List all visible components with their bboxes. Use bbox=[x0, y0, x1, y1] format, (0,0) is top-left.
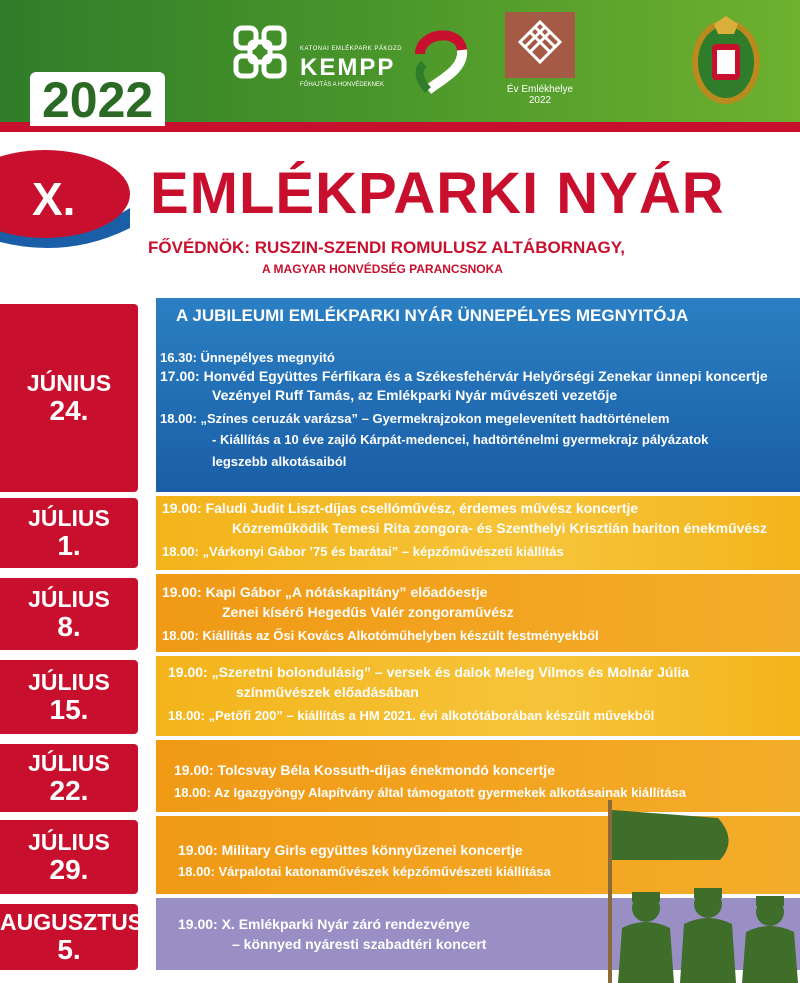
date-july-22 bbox=[0, 744, 138, 812]
event-line: Vezényel Ruff Tamás, az Emlékparki Nyár művészeti vezetője bbox=[212, 387, 618, 403]
date-month: JÚLIUS bbox=[28, 829, 110, 855]
kempp-small-text: KATONAI EMLÉKPARK PÁKOZD bbox=[300, 46, 403, 52]
event-line: legszebb alkotásaiból bbox=[212, 454, 347, 469]
date-july-8 bbox=[0, 578, 138, 650]
patron-line-1: FŐVÉDNÖK: RUSZIN-SZENDI ROMULUSZ ALTÁBORNAGY, bbox=[148, 238, 625, 257]
event-line: 18.00: Várpalotai katonaművészek képzőművészeti kiállítása bbox=[178, 864, 551, 879]
kempp-logo bbox=[228, 20, 468, 100]
event-line: 19.00: Faludi Judit Liszt-díjas csellóművész, érdemes művész koncertje bbox=[162, 500, 639, 516]
event-line: Közreműködik Temesi Rita zongora- és Szenthelyi Krisztián bariton énekművész bbox=[232, 520, 767, 536]
lattice-icon bbox=[505, 12, 575, 78]
date-month: JÚLIUS bbox=[28, 750, 110, 776]
patron-line-2: A MAGYAR HONVÉDSÉG PARANCSNOKA bbox=[262, 262, 503, 276]
date-month: JÚNIUS bbox=[26, 370, 112, 396]
ev-label: Év Emlékhelye bbox=[506, 84, 574, 95]
event-line: 18.00: Az Igazgyöngy Alapítvány által támogatott gyermekek alkotásainak kiállítása bbox=[174, 785, 687, 800]
ev-emlekhelye-logo bbox=[505, 12, 575, 110]
event-line: Zenei kísérő Hegedűs Valér zongoraművész bbox=[222, 604, 514, 620]
tricolor-swirl-icon bbox=[410, 24, 470, 96]
date-day: 1. bbox=[57, 530, 81, 561]
date-day: 22. bbox=[49, 775, 89, 806]
date-month: JÚLIUS bbox=[28, 505, 110, 531]
date-day: 5. bbox=[57, 934, 81, 965]
date-month: JÚLIUS bbox=[28, 669, 110, 695]
date-july-1 bbox=[0, 498, 138, 568]
date-day: 29. bbox=[49, 854, 89, 885]
event-line: színművészek előadásában bbox=[236, 684, 419, 700]
edition-number: X. bbox=[32, 173, 76, 225]
date-day: 24. bbox=[49, 395, 89, 426]
event-line: 17.00: Honvéd Együttes Férfikara és a Székesfehérvár Helyőrségi Zenekar ünnepi koncertje bbox=[160, 368, 768, 384]
ev-year: 2022 bbox=[528, 95, 552, 106]
kempp-name: KEMPP bbox=[300, 54, 396, 81]
date-august-5 bbox=[0, 904, 144, 970]
date-day: 8. bbox=[57, 611, 81, 642]
event-line: 19.00: X. Emlékparki Nyár záró rendezvénye bbox=[178, 916, 470, 932]
soldiers-flag-illustration bbox=[588, 800, 800, 983]
event-line: 19.00: „Szeretni bolondulásig” – versek és dalok Meleg Vilmos és Molnár Júlia bbox=[168, 664, 690, 680]
date-month: AUGUSZTUS bbox=[0, 909, 144, 935]
coat-of-arms-icon bbox=[686, 10, 766, 110]
date-month: JÚLIUS bbox=[28, 586, 110, 612]
date-july-29 bbox=[0, 820, 138, 894]
event-line: 16.30: Ünnepélyes megnyitó bbox=[160, 350, 335, 365]
date-june-24 bbox=[0, 304, 138, 492]
event-line: 18.00: „Színes ceruzák varázsa” – Gyermekrajzokon megelevenített hadtörténelem bbox=[160, 411, 670, 426]
knot-icon bbox=[228, 20, 292, 84]
event-line: 19.00: Tolcsvay Béla Kossuth-díjas énekmondó koncertje bbox=[174, 762, 555, 778]
date-day: 15. bbox=[49, 694, 89, 725]
opening-heading: A JUBILEUMI EMLÉKPARKI NYÁR ÜNNEPÉLYES MEGNYITÓJA bbox=[176, 306, 689, 325]
event-line: – könnyed nyáresti szabadtéri koncert bbox=[232, 936, 487, 952]
event-line: - Kiállítás a 10 éve zajló Kárpát-medencei, hadtörténelmi gyermekrajz pályázatok bbox=[212, 432, 709, 447]
event-line: 18.00: „Várkonyi Gábor ’75 és barátai” – képzőművészeti kiállítás bbox=[162, 544, 564, 559]
event-line: 18.00: „Petőfi 200” – kiállítás a HM 2021. évi alkotótáborában készült művekből bbox=[168, 708, 655, 723]
page-title: EMLÉKPARKI NYÁR bbox=[150, 161, 725, 226]
emblem-box bbox=[505, 12, 575, 78]
kempp-sub-text: FŐHAJTÁS A HONVÉDEKNEK bbox=[300, 82, 385, 88]
event-line: 19.00: Military Girls együttes könnyűzenei koncertje bbox=[178, 842, 523, 858]
date-july-15 bbox=[0, 660, 138, 734]
event-line: 19.00: Kapi Gábor „A nótáskapitány” előadóestje bbox=[162, 584, 488, 600]
year-label: 2022 bbox=[30, 72, 165, 126]
event-line: 18.00: Kiállítás az Ősi Kovács Alkotóműhelyben készült festményekből bbox=[162, 628, 599, 643]
header-white-strip bbox=[0, 132, 800, 136]
